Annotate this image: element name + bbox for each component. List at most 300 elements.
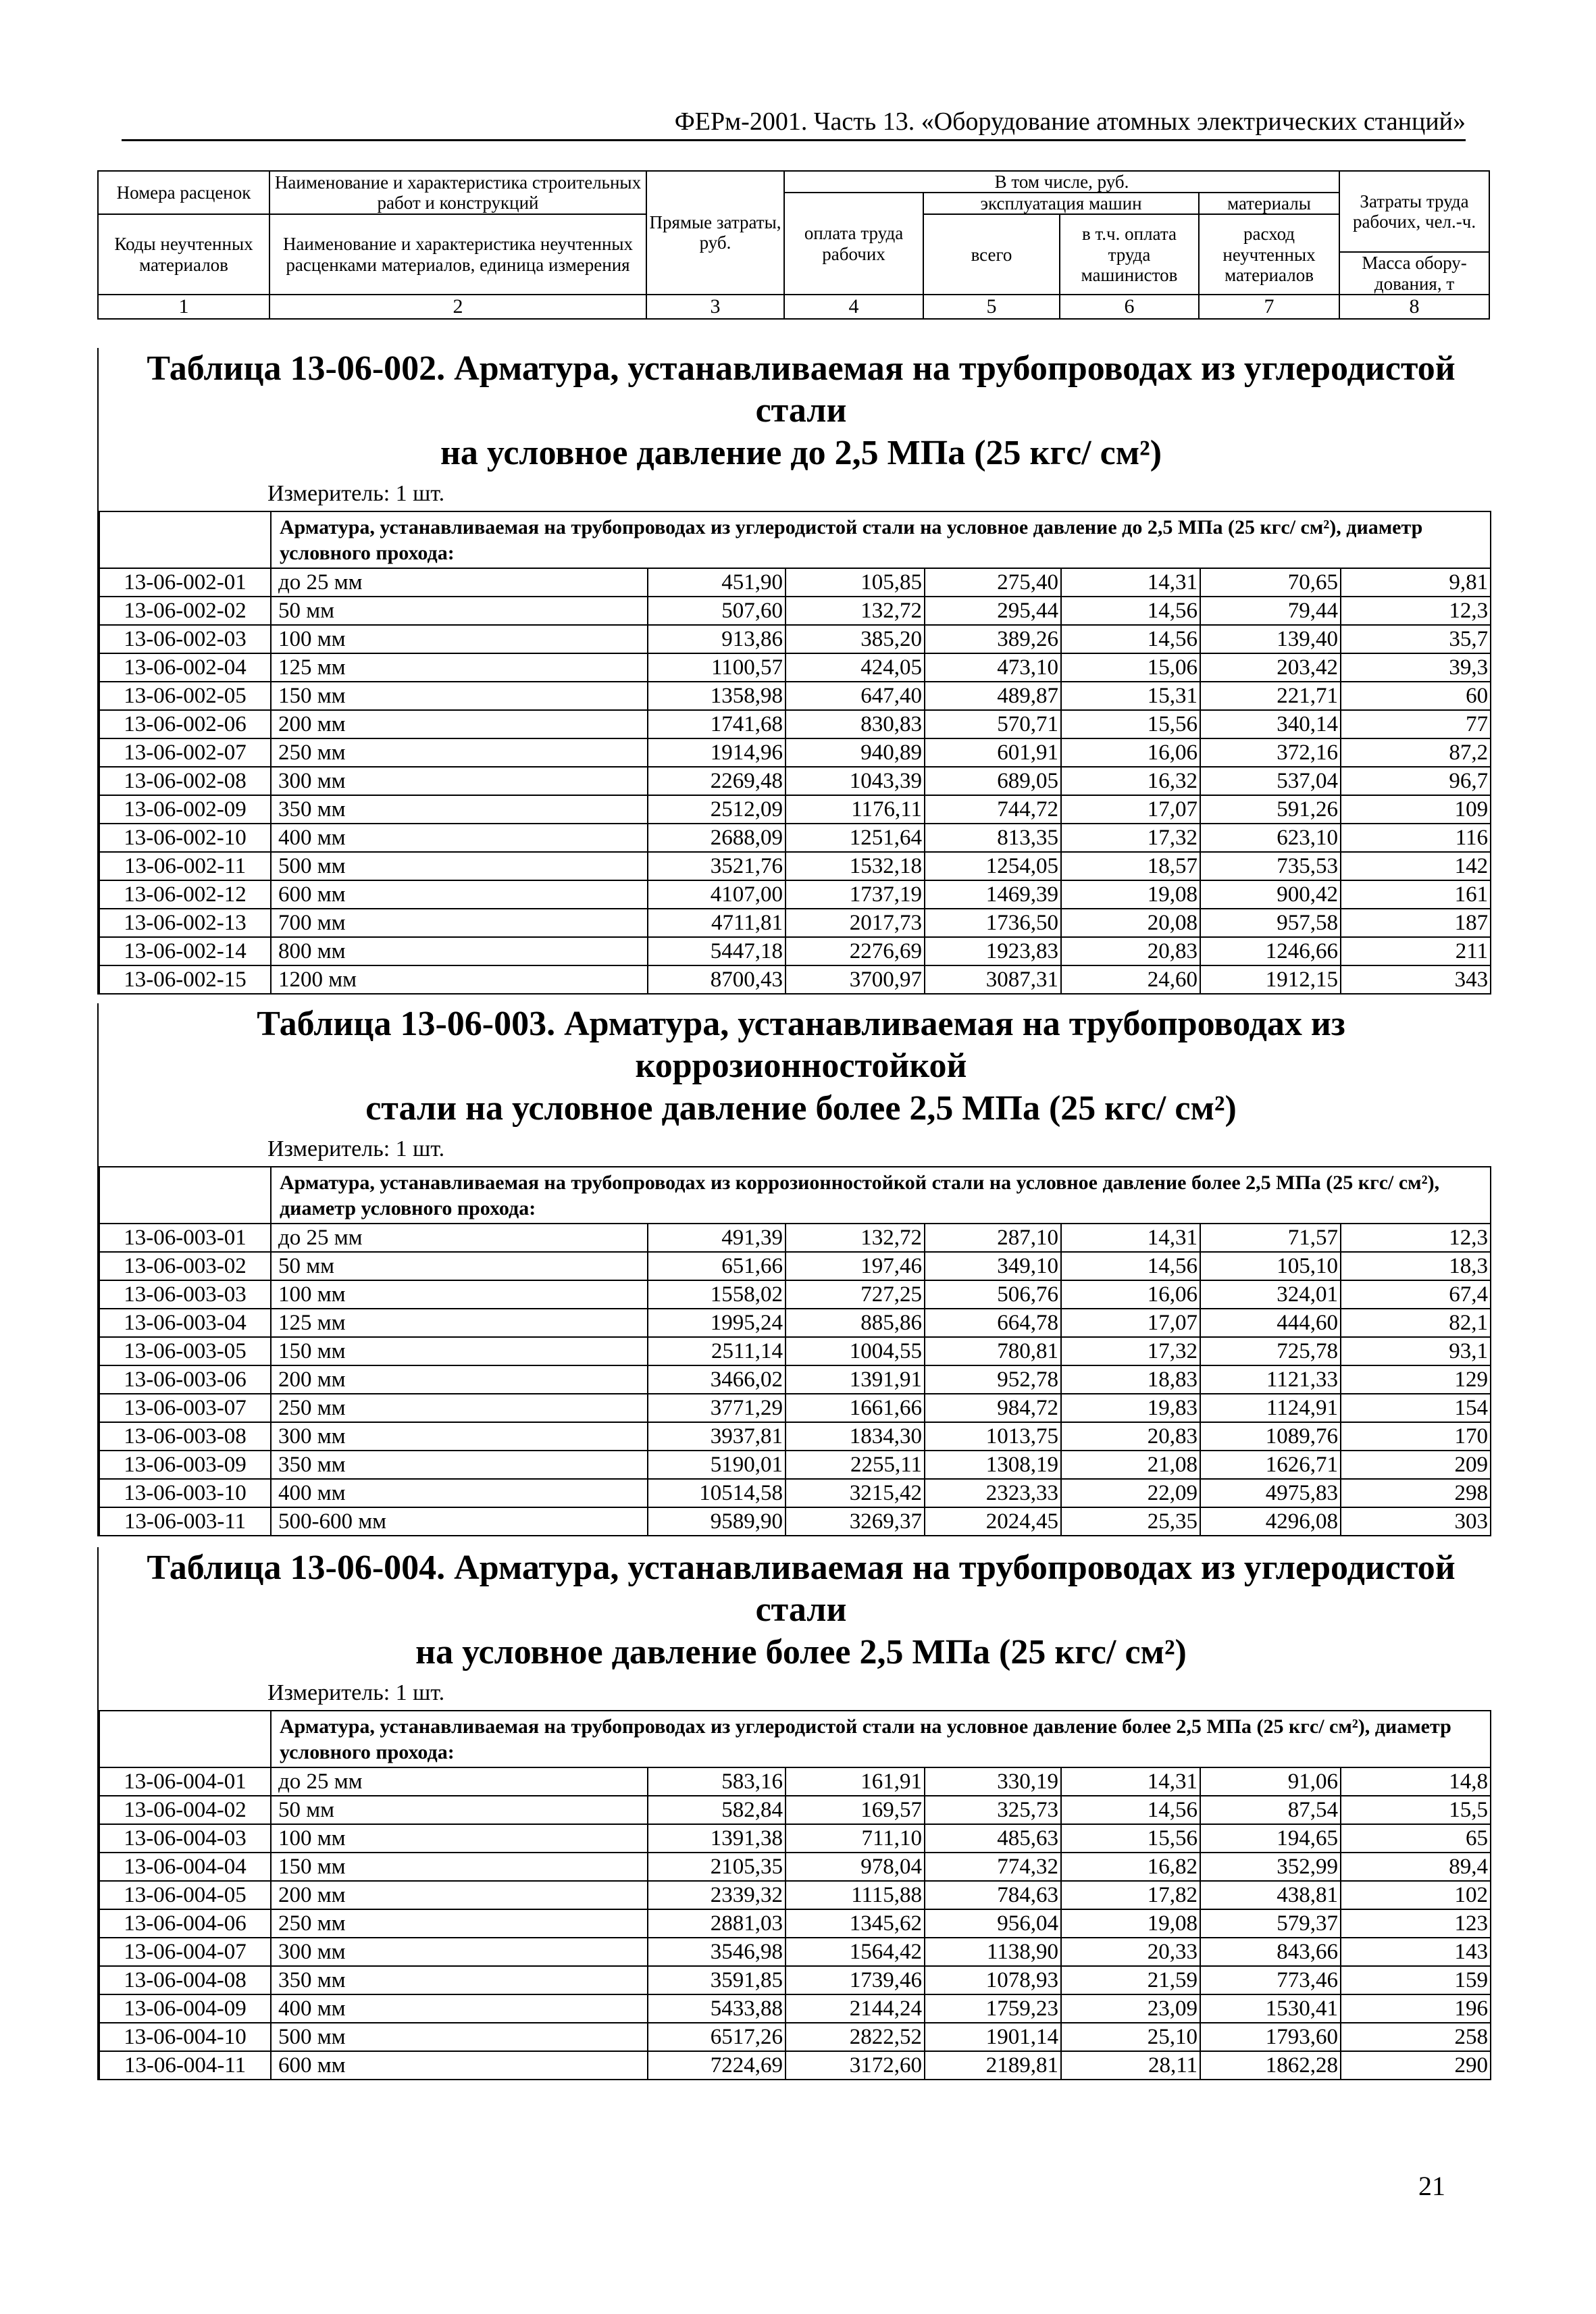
worker-pay: 424,05 — [786, 653, 925, 682]
table-row — [99, 1280, 1491, 1309]
operator-pay: 22,09 — [1061, 1479, 1200, 1507]
labor-costs: 12,3 — [1341, 1224, 1491, 1252]
table-row — [99, 1853, 1491, 1881]
worker-pay: 1834,30 — [786, 1422, 925, 1451]
table-row — [99, 653, 1491, 682]
caption-row — [99, 1167, 1491, 1224]
labor-costs: 211 — [1341, 937, 1491, 965]
rate-code: 13-06-003-01 — [99, 1224, 271, 1252]
column-number: 8 — [1339, 295, 1489, 319]
direct-costs: 2881,03 — [648, 1909, 786, 1938]
table-row — [99, 1767, 1491, 1796]
diameter: 800 мм — [271, 937, 648, 965]
labor-costs: 129 — [1341, 1365, 1491, 1394]
labor-costs: 87,2 — [1341, 738, 1491, 767]
worker-pay: 3172,60 — [786, 2051, 925, 2080]
table-row — [99, 1451, 1491, 1479]
diameter: 600 мм — [271, 880, 648, 909]
header-direct-costs: Прямые затраты, руб. — [646, 171, 784, 295]
material-consumption: 1246,66 — [1200, 937, 1341, 965]
direct-costs: 2688,09 — [648, 824, 786, 852]
measure-unit: Измеритель: 1 шт. — [267, 1136, 445, 1162]
operator-pay: 15,06 — [1061, 653, 1200, 682]
rate-code: 13-06-004-10 — [99, 2023, 271, 2051]
table-13-06-002 — [97, 348, 1490, 995]
operator-pay: 16,06 — [1061, 1280, 1200, 1309]
material-consumption: 1089,76 — [1200, 1422, 1341, 1451]
table-row — [99, 1909, 1491, 1938]
header-work-name: Наименование и характеристика строительных работ и конструкций — [269, 171, 646, 214]
diameter: 300 мм — [271, 767, 648, 795]
rate-code: 13-06-004-08 — [99, 1966, 271, 1994]
table-row — [99, 2023, 1491, 2051]
table-row — [99, 1224, 1491, 1252]
worker-pay: 1737,19 — [786, 880, 925, 909]
diameter: 50 мм — [271, 597, 648, 625]
table-row — [99, 597, 1491, 625]
direct-costs: 2511,14 — [648, 1337, 786, 1365]
machines-total: 2024,45 — [925, 1507, 1061, 1536]
labor-costs: 143 — [1341, 1938, 1491, 1966]
worker-pay: 132,72 — [786, 597, 925, 625]
machines-total: 1736,50 — [925, 909, 1061, 937]
material-consumption: 1912,15 — [1200, 965, 1341, 994]
machines-total: 601,91 — [925, 738, 1061, 767]
machines-total: 1901,14 — [925, 2023, 1061, 2051]
labor-costs: 77 — [1341, 710, 1491, 738]
table-row — [99, 965, 1491, 994]
labor-costs: 35,7 — [1341, 625, 1491, 653]
table-row — [99, 909, 1491, 937]
worker-pay: 1115,88 — [786, 1881, 925, 1909]
material-consumption: 444,60 — [1200, 1309, 1341, 1337]
labor-costs: 67,4 — [1341, 1280, 1491, 1309]
material-consumption: 324,01 — [1200, 1280, 1341, 1309]
operator-pay: 28,11 — [1061, 2051, 1200, 2080]
direct-costs: 2105,35 — [648, 1853, 786, 1881]
direct-costs: 1558,02 — [648, 1280, 786, 1309]
direct-costs: 5433,88 — [648, 1994, 786, 2023]
labor-costs: 258 — [1341, 2023, 1491, 2051]
material-consumption: 105,10 — [1200, 1252, 1341, 1280]
material-consumption: 4296,08 — [1200, 1507, 1341, 1536]
rates-table — [99, 1710, 1491, 2080]
diameter: 50 мм — [271, 1796, 648, 1824]
diameter: до 25 мм — [271, 568, 648, 597]
operator-pay: 17,32 — [1061, 1337, 1200, 1365]
material-consumption: 79,44 — [1200, 597, 1341, 625]
machines-total: 744,72 — [925, 795, 1061, 824]
rate-code: 13-06-003-04 — [99, 1309, 271, 1337]
machines-total: 813,35 — [925, 824, 1061, 852]
machines-total: 2189,81 — [925, 2051, 1061, 2080]
worker-pay: 169,57 — [786, 1796, 925, 1824]
table-row — [99, 880, 1491, 909]
labor-costs: 159 — [1341, 1966, 1491, 1994]
page-number: 21 — [1418, 2171, 1445, 2201]
operator-pay: 18,83 — [1061, 1365, 1200, 1394]
table-row — [99, 1994, 1491, 2023]
table-title: на условное давление более 2,5 МПа (25 кгс/ см²) — [415, 1632, 1187, 1671]
operator-pay: 16,82 — [1061, 1853, 1200, 1881]
direct-costs: 3937,81 — [648, 1422, 786, 1451]
labor-costs: 161 — [1341, 880, 1491, 909]
table-row — [99, 937, 1491, 965]
worker-pay: 1345,62 — [786, 1909, 925, 1938]
table-caption: Арматура, устанавливаемая на трубопроводах из коррозионностойкой стали на условное давление более 2,5 МПа (25 кгс/ см²), диаметр условного прохода: — [271, 1167, 1491, 1224]
machines-total: 784,63 — [925, 1881, 1061, 1909]
direct-costs: 8700,43 — [648, 965, 786, 994]
labor-costs: 9,81 — [1341, 568, 1491, 597]
material-consumption: 1626,71 — [1200, 1451, 1341, 1479]
operator-pay: 14,31 — [1061, 1767, 1200, 1796]
worker-pay: 1176,11 — [786, 795, 925, 824]
table-title: Таблица 13-06-002. Арматура, устанавливаемая на трубопроводах из углеродистой стали — [147, 349, 1456, 430]
operator-pay: 15,31 — [1061, 682, 1200, 710]
operator-pay: 19,83 — [1061, 1394, 1200, 1422]
diameter: 125 мм — [271, 1309, 648, 1337]
table-row — [99, 1337, 1491, 1365]
labor-costs: 65 — [1341, 1824, 1491, 1853]
table-row — [99, 852, 1491, 880]
worker-pay: 2276,69 — [786, 937, 925, 965]
table-row — [99, 1966, 1491, 1994]
column-number: 2 — [269, 295, 646, 319]
direct-costs: 491,39 — [648, 1224, 786, 1252]
operator-pay: 19,08 — [1061, 1909, 1200, 1938]
material-consumption: 591,26 — [1200, 795, 1341, 824]
caption-code-cell — [99, 1711, 271, 1767]
worker-pay: 830,83 — [786, 710, 925, 738]
rate-code: 13-06-002-04 — [99, 653, 271, 682]
labor-costs: 116 — [1341, 824, 1491, 852]
direct-costs: 1358,98 — [648, 682, 786, 710]
rate-code: 13-06-002-12 — [99, 880, 271, 909]
rate-code: 13-06-004-02 — [99, 1796, 271, 1824]
diameter: 350 мм — [271, 795, 648, 824]
labor-costs: 15,5 — [1341, 1796, 1491, 1824]
machines-total: 485,63 — [925, 1824, 1061, 1853]
labor-costs: 14,8 — [1341, 1767, 1491, 1796]
column-number: 1 — [98, 295, 269, 319]
machines-total: 3087,31 — [925, 965, 1061, 994]
material-consumption: 843,66 — [1200, 1938, 1341, 1966]
labor-costs: 187 — [1341, 909, 1491, 937]
caption-row — [99, 1711, 1491, 1767]
operator-pay: 15,56 — [1061, 1824, 1200, 1853]
rate-code: 13-06-004-03 — [99, 1824, 271, 1853]
rate-code: 13-06-004-07 — [99, 1938, 271, 1966]
direct-costs: 1100,57 — [648, 653, 786, 682]
table-row — [99, 625, 1491, 653]
rate-code: 13-06-003-10 — [99, 1479, 271, 1507]
labor-costs: 109 — [1341, 795, 1491, 824]
table-title: стали на условное давление более 2,5 МПа (25 кгс/ см²) — [365, 1088, 1237, 1128]
direct-costs: 5190,01 — [648, 1451, 786, 1479]
diameter: 500 мм — [271, 2023, 648, 2051]
table-row — [99, 1796, 1491, 1824]
table-title: Таблица 13-06-003. Арматура, устанавливаемая на трубопроводах из коррозионностойкой — [257, 1005, 1345, 1086]
material-consumption: 1793,60 — [1200, 2023, 1341, 2051]
diameter: 200 мм — [271, 710, 648, 738]
material-consumption: 1121,33 — [1200, 1365, 1341, 1394]
machines-total: 473,10 — [925, 653, 1061, 682]
worker-pay: 978,04 — [786, 1853, 925, 1881]
table-row — [99, 738, 1491, 767]
labor-costs: 82,1 — [1341, 1309, 1491, 1337]
diameter: 350 мм — [271, 1451, 648, 1479]
operator-pay: 21,59 — [1061, 1966, 1200, 1994]
labor-costs: 102 — [1341, 1881, 1491, 1909]
table-13-06-003 — [97, 1003, 1490, 1536]
direct-costs: 6517,26 — [648, 2023, 786, 2051]
diameter: 100 мм — [271, 625, 648, 653]
labor-costs: 142 — [1341, 852, 1491, 880]
measure-unit: Измеритель: 1 шт. — [267, 481, 445, 507]
machines-total: 349,10 — [925, 1252, 1061, 1280]
table-row — [99, 682, 1491, 710]
worker-pay: 1251,64 — [786, 824, 925, 852]
table-row — [99, 767, 1491, 795]
material-consumption: 438,81 — [1200, 1881, 1341, 1909]
diameter: 100 мм — [271, 1824, 648, 1853]
rate-code: 13-06-002-11 — [99, 852, 271, 880]
operator-pay: 14,31 — [1061, 1224, 1200, 1252]
material-consumption: 623,10 — [1200, 824, 1341, 852]
worker-pay: 105,85 — [786, 568, 925, 597]
rate-code: 13-06-004-05 — [99, 1881, 271, 1909]
material-consumption: 1124,91 — [1200, 1394, 1341, 1422]
material-consumption: 900,42 — [1200, 880, 1341, 909]
material-consumption: 1862,28 — [1200, 2051, 1341, 2080]
header-materials-group: материалы — [1199, 193, 1339, 214]
worker-pay: 2144,24 — [786, 1994, 925, 2023]
rate-code: 13-06-002-07 — [99, 738, 271, 767]
worker-pay: 1739,46 — [786, 1966, 925, 1994]
material-consumption: 194,65 — [1200, 1824, 1341, 1853]
material-consumption: 70,65 — [1200, 568, 1341, 597]
material-consumption: 221,71 — [1200, 682, 1341, 710]
machines-total: 1923,83 — [925, 937, 1061, 965]
table-row — [99, 1394, 1491, 1422]
rate-code: 13-06-003-05 — [99, 1337, 271, 1365]
diameter: 125 мм — [271, 653, 648, 682]
table-row — [99, 1422, 1491, 1451]
worker-pay: 3700,97 — [786, 965, 925, 994]
header-operator-pay: в т.ч. оплата труда машинистов — [1060, 214, 1199, 294]
direct-costs: 913,86 — [648, 625, 786, 653]
material-consumption: 725,78 — [1200, 1337, 1341, 1365]
machines-total: 1469,39 — [925, 880, 1061, 909]
table-row — [99, 1507, 1491, 1536]
operator-pay: 17,82 — [1061, 1881, 1200, 1909]
operator-pay: 15,56 — [1061, 710, 1200, 738]
table-row — [99, 1309, 1491, 1337]
column-number: 6 — [1060, 295, 1199, 319]
labor-costs: 18,3 — [1341, 1252, 1491, 1280]
worker-pay: 161,91 — [786, 1767, 925, 1796]
header-worker-pay: оплата труда рабочих — [784, 193, 923, 295]
material-consumption: 957,58 — [1200, 909, 1341, 937]
direct-costs: 651,66 — [648, 1252, 786, 1280]
machines-total: 1078,93 — [925, 1966, 1061, 1994]
worker-pay: 1391,91 — [786, 1365, 925, 1394]
operator-pay: 20,83 — [1061, 937, 1200, 965]
material-consumption: 1530,41 — [1200, 1994, 1341, 2023]
diameter: 150 мм — [271, 1337, 648, 1365]
material-consumption: 537,04 — [1200, 767, 1341, 795]
operator-pay: 17,07 — [1061, 1309, 1200, 1337]
material-consumption: 139,40 — [1200, 625, 1341, 653]
worker-pay: 385,20 — [786, 625, 925, 653]
diameter: 250 мм — [271, 1394, 648, 1422]
operator-pay: 23,09 — [1061, 1994, 1200, 2023]
diameter: 250 мм — [271, 738, 648, 767]
diameter: 400 мм — [271, 1479, 648, 1507]
rate-code: 13-06-002-02 — [99, 597, 271, 625]
labor-costs: 89,4 — [1341, 1853, 1491, 1881]
header-rate-numbers: Номера расценок — [98, 171, 269, 214]
machines-total: 275,40 — [925, 568, 1061, 597]
direct-costs: 3466,02 — [648, 1365, 786, 1394]
table-caption: Арматура, устанавливаемая на трубопроводах из углеродистой стали на условное давление до 2,5 МПа (25 кгс/ см²), диаметр условного прохода: — [271, 511, 1491, 568]
direct-costs: 3591,85 — [648, 1966, 786, 1994]
diameter: 600 мм — [271, 2051, 648, 2080]
rate-code: 13-06-003-06 — [99, 1365, 271, 1394]
operator-pay: 18,57 — [1061, 852, 1200, 880]
table-row — [99, 795, 1491, 824]
operator-pay: 25,35 — [1061, 1507, 1200, 1536]
running-title: ФЕРм-2001. Часть 13. «Оборудование атомных электрических станций» — [122, 107, 1466, 141]
diameter: 50 мм — [271, 1252, 648, 1280]
diameter: до 25 мм — [271, 1224, 648, 1252]
machines-total: 774,32 — [925, 1853, 1061, 1881]
diameter: 500-600 мм — [271, 1507, 648, 1536]
rate-code: 13-06-002-09 — [99, 795, 271, 824]
diameter: 400 мм — [271, 824, 648, 852]
direct-costs: 7224,69 — [648, 2051, 786, 2080]
labor-costs: 343 — [1341, 965, 1491, 994]
header-material-name: Наименование и характеристика неучтенных расценками материалов, единица измерения — [269, 214, 646, 294]
direct-costs: 4107,00 — [648, 880, 786, 909]
machines-total: 295,44 — [925, 597, 1061, 625]
table-13-06-004 — [97, 1547, 1490, 2080]
machines-total: 325,73 — [925, 1796, 1061, 1824]
table-row — [99, 568, 1491, 597]
labor-costs: 303 — [1341, 1507, 1491, 1536]
labor-costs: 290 — [1341, 2051, 1491, 2080]
worker-pay: 1004,55 — [786, 1337, 925, 1365]
direct-costs: 1391,38 — [648, 1824, 786, 1853]
diameter: 150 мм — [271, 1853, 648, 1881]
rate-code: 13-06-003-09 — [99, 1451, 271, 1479]
diameter: 300 мм — [271, 1422, 648, 1451]
table-row — [99, 1479, 1491, 1507]
machines-total: 489,87 — [925, 682, 1061, 710]
operator-pay: 14,56 — [1061, 597, 1200, 625]
header-including: В том числе, руб. — [784, 171, 1339, 193]
operator-pay: 21,08 — [1061, 1451, 1200, 1479]
material-consumption: 579,37 — [1200, 1909, 1341, 1938]
operator-pay: 16,32 — [1061, 767, 1200, 795]
column-number: 4 — [784, 295, 923, 319]
operator-pay: 17,07 — [1061, 795, 1200, 824]
material-consumption: 91,06 — [1200, 1767, 1341, 1796]
diameter: 700 мм — [271, 909, 648, 937]
rate-code: 13-06-004-06 — [99, 1909, 271, 1938]
operator-pay: 19,08 — [1061, 880, 1200, 909]
operator-pay: 14,31 — [1061, 568, 1200, 597]
direct-costs: 1995,24 — [648, 1309, 786, 1337]
table-row — [99, 1824, 1491, 1853]
rate-code: 13-06-004-01 — [99, 1767, 271, 1796]
labor-costs: 60 — [1341, 682, 1491, 710]
column-number: 3 — [646, 295, 784, 319]
rate-code: 13-06-004-09 — [99, 1994, 271, 2023]
table-caption: Арматура, устанавливаемая на трубопроводах из углеродистой стали на условное давление более 2,5 МПа (25 кгс/ см²), диаметр условного прохода: — [271, 1711, 1491, 1767]
worker-pay: 3215,42 — [786, 1479, 925, 1507]
table-row — [99, 1938, 1491, 1966]
labor-costs: 154 — [1341, 1394, 1491, 1422]
machines-total: 956,04 — [925, 1909, 1061, 1938]
worker-pay: 1564,42 — [786, 1938, 925, 1966]
worker-pay: 197,46 — [786, 1252, 925, 1280]
operator-pay: 20,83 — [1061, 1422, 1200, 1451]
rate-code: 13-06-003-11 — [99, 1507, 271, 1536]
material-consumption: 735,53 — [1200, 852, 1341, 880]
machines-total: 570,71 — [925, 710, 1061, 738]
rate-code: 13-06-002-14 — [99, 937, 271, 965]
worker-pay: 1661,66 — [786, 1394, 925, 1422]
machines-total: 952,78 — [925, 1365, 1061, 1394]
header-machine-operation: эксплуатация машин — [923, 193, 1199, 214]
rate-code: 13-06-002-01 — [99, 568, 271, 597]
machines-total: 2323,33 — [925, 1479, 1061, 1507]
operator-pay: 14,56 — [1061, 625, 1200, 653]
diameter: 300 мм — [271, 1938, 648, 1966]
rates-table — [99, 511, 1491, 995]
operator-pay: 20,33 — [1061, 1938, 1200, 1966]
operator-pay: 24,60 — [1061, 965, 1200, 994]
labor-costs: 39,3 — [1341, 653, 1491, 682]
diameter: 1200 мм — [271, 965, 648, 994]
labor-costs: 123 — [1341, 1909, 1491, 1938]
measure-unit: Измеритель: 1 шт. — [267, 1680, 445, 1706]
direct-costs: 5447,18 — [648, 937, 786, 965]
worker-pay: 132,72 — [786, 1224, 925, 1252]
header-material-consumption: расход неучтенных материалов — [1199, 214, 1339, 294]
machines-total: 1759,23 — [925, 1994, 1061, 2023]
machines-total: 689,05 — [925, 767, 1061, 795]
diameter: 400 мм — [271, 1994, 648, 2023]
direct-costs: 4711,81 — [648, 909, 786, 937]
rate-code: 13-06-004-04 — [99, 1853, 271, 1881]
labor-costs: 12,3 — [1341, 597, 1491, 625]
worker-pay: 885,86 — [786, 1309, 925, 1337]
direct-costs: 3546,98 — [648, 1938, 786, 1966]
direct-costs: 10514,58 — [648, 1479, 786, 1507]
worker-pay: 647,40 — [786, 682, 925, 710]
direct-costs: 3771,29 — [648, 1394, 786, 1422]
diameter: 200 мм — [271, 1365, 648, 1394]
rate-code: 13-06-003-03 — [99, 1280, 271, 1309]
worker-pay: 1532,18 — [786, 852, 925, 880]
material-consumption: 352,99 — [1200, 1853, 1341, 1881]
table-row — [99, 1252, 1491, 1280]
diameter: 100 мм — [271, 1280, 648, 1309]
rate-code: 13-06-002-03 — [99, 625, 271, 653]
operator-pay: 20,08 — [1061, 909, 1200, 937]
